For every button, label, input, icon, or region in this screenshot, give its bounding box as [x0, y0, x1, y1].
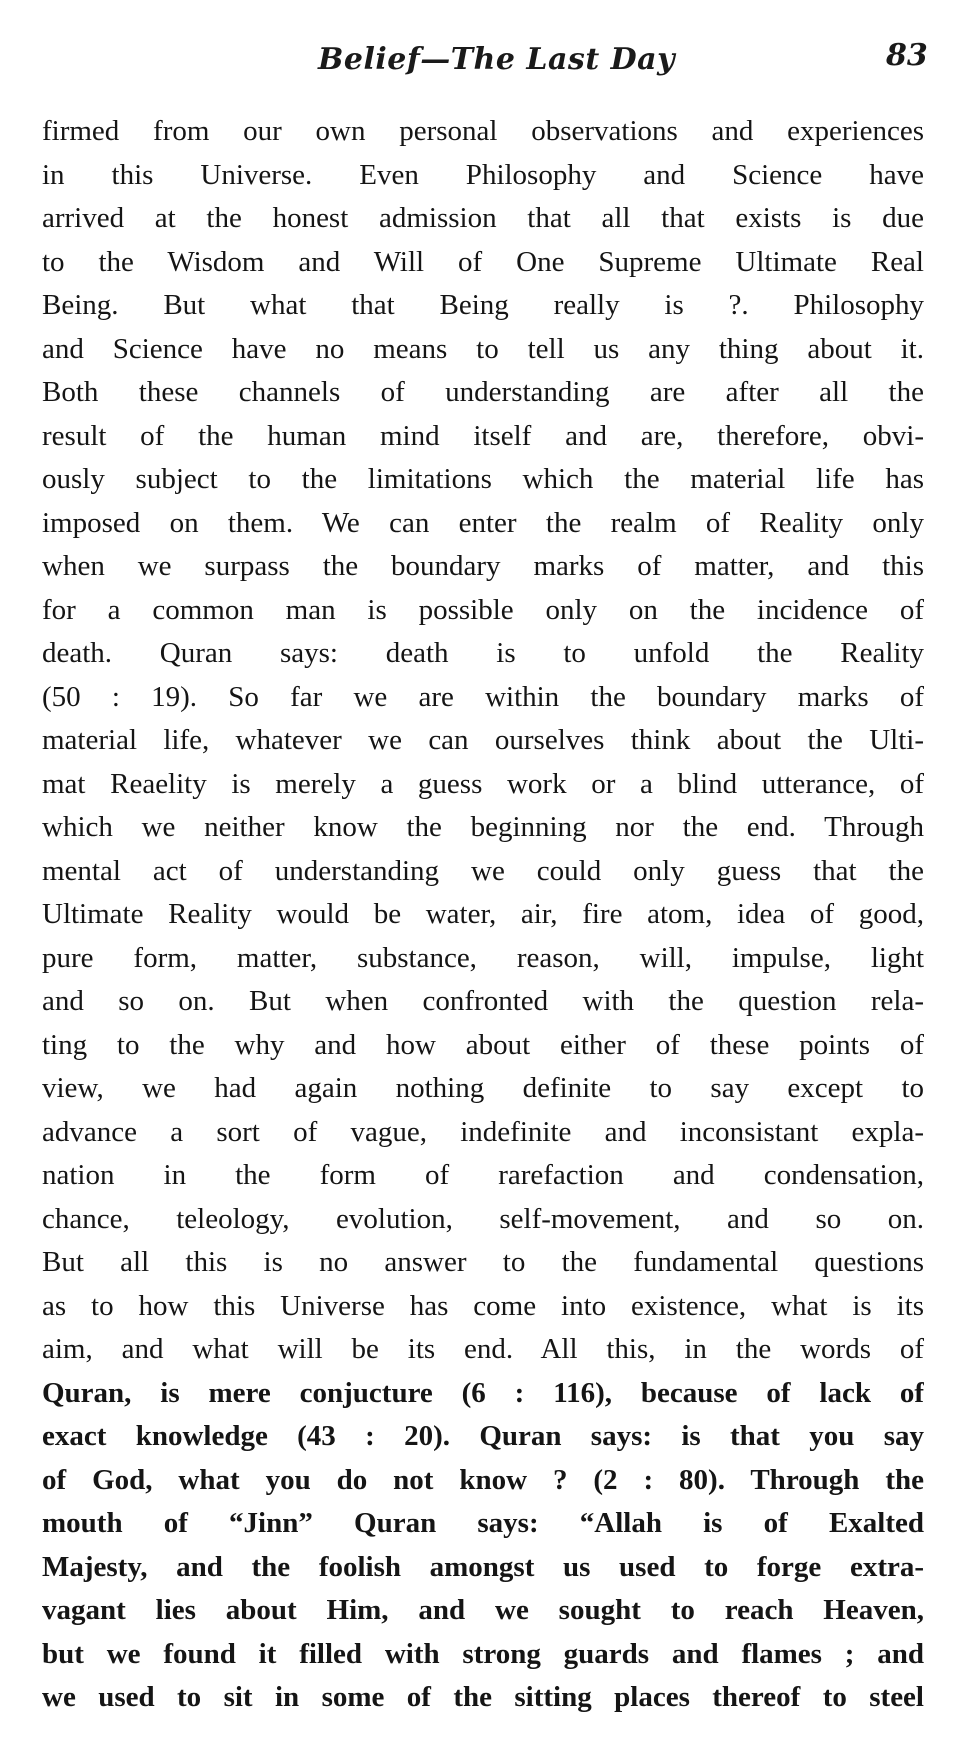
- text-line: But all this is no answer to the fundamental questions: [42, 1246, 924, 1278]
- text-line: and Science have no means to tell us any thing about it.: [42, 332, 924, 365]
- text-line: exact knowledge (43 : 20). Quran says: is that you say: [42, 1420, 924, 1452]
- running-title: Belief—The Last Day: [318, 42, 676, 77]
- text-line: when we surpass the boundary marks of matter, and this: [42, 550, 924, 582]
- text-line: Being. But what that Being really is ?. Philosophy: [42, 289, 924, 321]
- text-line: in this Universe. Even Philosophy and Science have: [42, 158, 924, 191]
- text-line: ously subject to the limitations which the material life has: [42, 463, 924, 495]
- text-line: mental act of understanding we could only guess that the: [42, 854, 924, 887]
- text-line: to the Wisdom and Will of One Supreme Ultimate Real: [42, 245, 924, 278]
- text-line: Ultimate Reality would be water, air, fire atom, idea of good,: [42, 898, 924, 930]
- text-line: aim, and what will be its end. All this, in the words of: [42, 1333, 924, 1365]
- text-line: Quran, is mere conjucture (6 : 116), because of lack of: [42, 1376, 924, 1409]
- text-line: view, we had again nothing definite to say except to: [42, 1072, 924, 1104]
- page-number: 83: [886, 38, 928, 73]
- text-line: as to how this Universe has come into existence, what is its: [42, 1289, 924, 1322]
- text-line: Majesty, and the foolish amongst us used to forge extra-: [42, 1550, 924, 1583]
- text-line: material life, whatever we can ourselves think about the Ulti-: [42, 724, 924, 756]
- body-text: [42, 110, 924, 1720]
- text-line: pure form, matter, substance, reason, will, impulse, light: [42, 941, 924, 974]
- text-line: but we found it filled with strong guards and flames ; and: [42, 1637, 924, 1670]
- running-head: [0, 38, 960, 92]
- text-line: firmed from our own personal observations and experiences: [42, 115, 924, 147]
- text-line: death. Quran says: death is to unfold the Reality: [42, 637, 924, 669]
- text-line: mouth of “Jinn” Quran says: “Allah is of Exalted: [42, 1507, 924, 1539]
- text-line: arrived at the honest admission that all that exists is due: [42, 202, 924, 234]
- text-line: we used to sit in some of the sitting places thereof to steel: [42, 1681, 924, 1713]
- text-line: result of the human mind itself and are, therefore, obvi-: [42, 419, 924, 452]
- text-line: and so on. But when confronted with the question rela-: [42, 985, 924, 1017]
- text-line: ting to the why and how about either of these points of: [42, 1028, 924, 1061]
- text-line: (50 : 19). So far we are within the boundary marks of: [42, 680, 924, 713]
- text-line: mat Reaelity is merely a guess work or a blind utterance, of: [42, 767, 924, 800]
- text-line: nation in the form of rarefaction and condensation,: [42, 1159, 924, 1191]
- text-line: advance a sort of vague, indefinite and inconsistant expla-: [42, 1115, 924, 1148]
- text-line: imposed on them. We can enter the realm of Reality only: [42, 506, 924, 539]
- text-line: chance, teleology, evolution, self-movement, and so on.: [42, 1202, 924, 1235]
- text-line: Both these channels of understanding are after all the: [42, 376, 924, 408]
- text-line: of God, what you do not know ? (2 : 80). Through the: [42, 1463, 924, 1496]
- text-line: for a common man is possible only on the incidence of: [42, 593, 924, 626]
- text-line: vagant lies about Him, and we sought to reach Heaven,: [42, 1594, 924, 1626]
- text-line: which we neither know the beginning nor the end. Through: [42, 811, 924, 843]
